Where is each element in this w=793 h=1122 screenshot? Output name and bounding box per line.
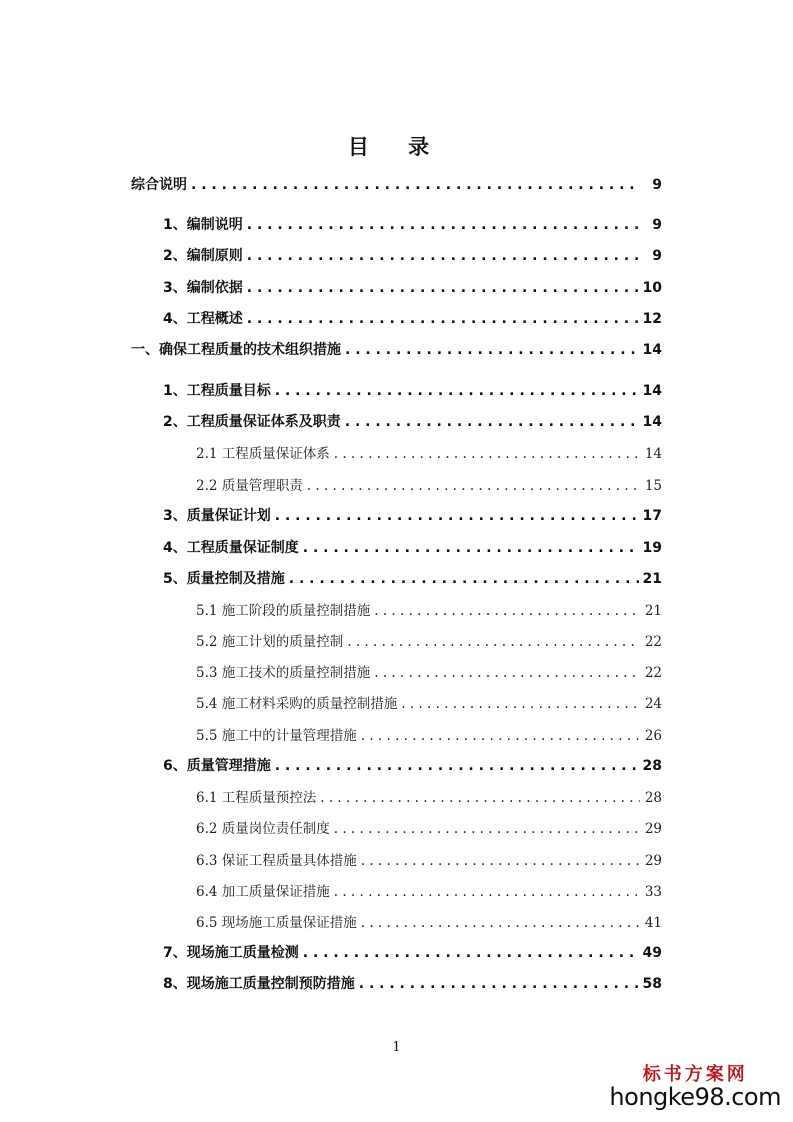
toc-entry[interactable] <box>196 474 662 494</box>
toc-entry-label: 3、编制依据 <box>163 280 243 296</box>
toc-leader-dots <box>247 248 640 264</box>
toc-entry[interactable] <box>196 911 662 931</box>
toc-entry[interactable] <box>163 308 662 328</box>
toc-entry[interactable] <box>163 245 662 265</box>
toc-entry-label: 2、编制原则 <box>163 248 243 264</box>
toc-entry-label: 1、编制说明 <box>163 217 243 233</box>
toc-entry-page: 49 <box>642 945 662 961</box>
toc-entry[interactable] <box>131 339 662 359</box>
toc-entry-page: 33 <box>644 884 662 900</box>
toc-entry[interactable] <box>196 724 662 744</box>
toc-leader-dots <box>247 311 639 327</box>
toc-leader-dots <box>345 414 639 430</box>
toc-entry-label: 综合说明 <box>131 177 187 193</box>
toc-entry[interactable] <box>131 174 662 194</box>
toc-entry[interactable] <box>196 442 662 462</box>
toc-entry-label: 3、质量保证计划 <box>163 508 271 524</box>
toc-entry-label: 一、确保工程质量的技术组织措施 <box>131 342 341 358</box>
toc-entry-page: 21 <box>642 571 662 587</box>
toc-leader-dots <box>275 383 639 399</box>
toc-entry-page: 14 <box>642 342 662 358</box>
toc-entry-page: 9 <box>652 248 662 264</box>
page-number: 1 <box>392 1040 401 1055</box>
toc-entry-label: 7、现场施工质量检测 <box>163 945 299 961</box>
toc-entry-page: 22 <box>644 665 662 681</box>
toc-entry-label: 8、现场施工质量控制预防措施 <box>163 976 355 992</box>
toc-entry-page: 41 <box>644 915 662 931</box>
toc-entry-label: 6.1 工程质量预控法 <box>196 790 317 806</box>
toc-entry-page: 14 <box>644 446 662 462</box>
toc-entry-page: 28 <box>644 790 662 806</box>
toc-leader-dots <box>347 634 640 650</box>
toc-entry-label: 5.1 施工阶段的质量控制措施 <box>196 603 371 619</box>
toc-leader-dots <box>289 571 639 587</box>
toc-title: 目 录 <box>347 135 446 159</box>
toc-entry[interactable] <box>163 755 662 775</box>
toc-entry-label: 5.2 施工计划的质量控制 <box>196 634 344 650</box>
toc-entry-page: 14 <box>642 383 662 399</box>
toc-leader-dots <box>320 790 640 806</box>
toc-leader-dots <box>361 853 640 869</box>
toc-entry[interactable] <box>196 599 662 619</box>
toc-entry[interactable] <box>163 411 662 431</box>
toc-entry[interactable] <box>196 849 662 869</box>
toc-entry-page: 26 <box>644 728 662 744</box>
toc-entry-page: 22 <box>644 634 662 650</box>
toc-entry-label: 6.5 现场施工质量保证措施 <box>196 915 357 931</box>
toc-entry-page: 29 <box>644 853 662 869</box>
toc-entry-page: 12 <box>642 311 662 327</box>
toc-leader-dots <box>334 446 640 462</box>
toc-entry-page: 14 <box>642 414 662 430</box>
toc-entry[interactable] <box>163 568 662 588</box>
toc-entry-page: 24 <box>644 696 662 712</box>
toc-entry-label: 2.2 质量管理职责 <box>196 478 303 494</box>
toc-entry-page: 15 <box>644 478 662 494</box>
toc-entry-page: 58 <box>642 976 662 992</box>
toc-entry-page: 10 <box>642 280 662 296</box>
toc-entry-page: 17 <box>642 508 662 524</box>
toc-entry-page: 9 <box>652 217 662 233</box>
toc-entry-label: 5.3 施工技术的质量控制措施 <box>196 665 371 681</box>
toc-entry-label: 5.4 施工材料采购的质量控制措施 <box>196 696 398 712</box>
toc-leader-dots <box>334 821 640 837</box>
toc-leader-dots <box>303 945 639 961</box>
toc-entry-label: 2.1 工程质量保证体系 <box>196 446 330 462</box>
toc-leader-dots <box>374 603 640 619</box>
toc-leader-dots <box>361 728 640 744</box>
toc-entry[interactable] <box>196 661 662 681</box>
toc-entry[interactable] <box>196 630 662 650</box>
toc-entry[interactable] <box>163 277 662 297</box>
toc-entry-label: 6.4 加工质量保证措施 <box>196 884 330 900</box>
toc-entry-label: 4、工程质量保证制度 <box>163 540 299 556</box>
toc-leader-dots <box>191 177 640 193</box>
toc-entry-label: 6、质量管理措施 <box>163 758 271 774</box>
toc-entry[interactable] <box>163 537 662 557</box>
toc-leader-dots <box>247 217 640 233</box>
toc-entry-label: 5、质量控制及措施 <box>163 571 285 587</box>
toc-leader-dots <box>275 758 639 774</box>
watermark-url: hongke98.com <box>609 1082 781 1111</box>
toc-entry[interactable] <box>196 692 662 712</box>
toc-entry[interactable] <box>163 214 662 234</box>
toc-entry[interactable] <box>196 880 662 900</box>
toc-entry-page: 29 <box>644 821 662 837</box>
toc-entry-label: 5.5 施工中的计量管理措施 <box>196 728 357 744</box>
watermark-logo <box>609 1063 781 1111</box>
toc-leader-dots <box>303 540 639 556</box>
toc-leader-dots <box>307 478 640 494</box>
toc-leader-dots <box>359 976 639 992</box>
toc-entry-label: 1、工程质量目标 <box>163 383 271 399</box>
toc-entry-label: 6.3 保证工程质量具体措施 <box>196 853 357 869</box>
toc-entry-page: 19 <box>642 540 662 556</box>
toc-entry[interactable] <box>196 786 662 806</box>
toc-entry[interactable] <box>163 505 662 525</box>
toc-leader-dots <box>401 696 640 712</box>
toc-entry[interactable] <box>163 973 662 993</box>
toc-entry-label: 6.2 质量岗位责任制度 <box>196 821 330 837</box>
toc-entry-page: 21 <box>644 603 662 619</box>
toc-leader-dots <box>275 508 639 524</box>
toc-entry[interactable] <box>163 380 662 400</box>
toc-entry[interactable] <box>196 817 662 837</box>
toc-leader-dots <box>361 915 640 931</box>
toc-leader-dots <box>345 342 639 358</box>
toc-entry-page: 28 <box>642 758 662 774</box>
toc-entry-label: 2、工程质量保证体系及职责 <box>163 414 341 430</box>
toc-entry-label: 4、工程概述 <box>163 311 243 327</box>
watermark-name: 标书方案网 <box>642 1063 748 1085</box>
toc-leader-dots <box>334 884 640 900</box>
toc-leader-dots <box>247 280 639 296</box>
toc-leader-dots <box>374 665 640 681</box>
toc-entry[interactable] <box>163 942 662 962</box>
toc-entry-page: 9 <box>652 177 662 193</box>
